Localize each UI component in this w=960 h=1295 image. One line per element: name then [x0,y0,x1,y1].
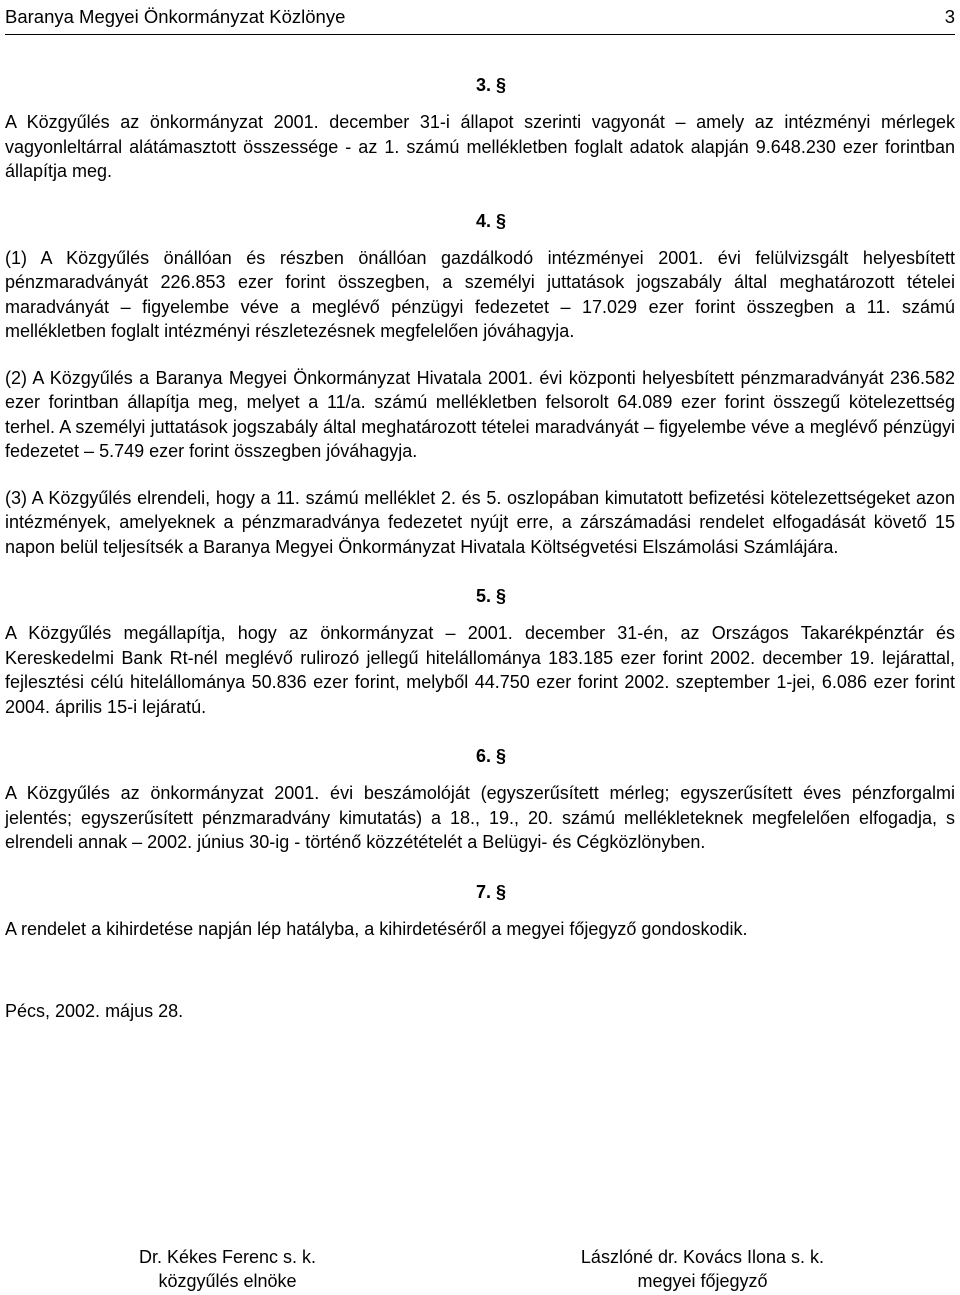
section-6-paragraph: A Közgyűlés az önkormányzat 2001. évi beszámolóját (egyszerűsített mérleg; egyszerűsített éves pénzforgalmi jelentés; egyszerűsített pénzmaradvány kimutatás) a 18., 19., 20. számú mellékleteknek megfelelően elfogadja, s elrendeli annak – 2002. június 30-ig - történő közzétételét a Belügyi- és Cégközlönyben. [5,783,955,852]
section-4-paragraph-1: (1) A Közgyűlés önállóan és részben önállóan gazdálkodó intézményei 2001. évi felülvizsgált helyesbített pénzmaradványát 226.853 ezer forint összegben, a személyi juttatások jogszabály által meghatározott tételei maradványát – figyelembe véve a meglévő pénzügyi fedezetet – 17.029 ezer forint összegben a 11. számú mellékletben foglalt intézményi részletezésnek megfelelően jóváhagyja. [5,247,955,341]
section-symbol: § [496,586,507,606]
section-heading-7 [5,877,955,907]
section-5-paragraph: A Közgyűlés megállapítja, hogy az önkormányzat – 2001. december 31-én, az Országos Takarékpénztár és Kereskedelmi Bank Rt-nél meglévő rulirozó jellegű hitelállománya 183.185 ezer forint 2002. december 19. lejárattal, fejlesztési célú hitelállománya 50.836 ezer forint, melyből 44.750 ezer forint 2002. szeptember 1-jei, 6.086 ezer forint 2004. április 15-i lejáratú. [5,623,955,717]
signatory-name: Lászlóné dr. Kovács Ilona s. k. [580,1247,825,1267]
document-body [5,70,955,1024]
publication-title: Baranya Megyei Önkormányzat Közlönye [5,6,346,27]
section-3-paragraph: A Közgyűlés az önkormányzat 2001. december 31-i állapot szerinti vagyonát – amely az intézményi mérlegek vagyonleltárral alátámasztott összessége - az 1. számú mellékletben foglalt adatok alapján 9.648.230 ezer forintban állapítja meg. [5,112,955,181]
signatory-role: megyei főjegyző [637,1271,768,1291]
section-4-paragraph-3: (3) A Közgyűlés elrendeli, hogy a 11. számú melléklet 2. és 5. oszlopában kimutatott befizetési kötelezettségeket azon intézmények, amelyeknek a pénzmaradványa fedezetet nyújt erre, a zárszámadási rendelet elfogadását követő 15 napon belül teljesítsék a Baranya Megyei Önkormányzat Hivatala Költségvetési Elszámolási Számlájára. [5,487,955,557]
section-number: 7. [475,881,491,902]
signature-chief-notary [550,1245,855,1293]
page-number: 3 [944,6,955,27]
section-heading-3 [5,70,955,100]
section-heading-6 [5,741,955,771]
section-4-paragraph-2: (2) A Közgyűlés a Baranya Megyei Önkormányzat Hivatala 2001. évi központi helyesbített pénzmaradványát 236.582 ezer forintban állapítja meg, melyet a 11/a. számú mellékletben felsorolt 64.089 ezer forint összegű kötelezettség terhel. A személyi juttatások jogszabály által meghatározott tételei maradványát – figyelembe véve a meglévő pénzügyi fedezetet – 5.749 ezer forint összegben jóváhagyja. [5,367,955,461]
section-symbol: § [496,881,507,902]
section-number: 3. [475,75,491,95]
section-symbol: § [496,75,507,95]
signatory-name: Dr. Kékes Ferenc s. k. [138,1247,317,1267]
signature-block [5,1245,955,1293]
place-and-date: Pécs, 2002. május 28. [5,1001,184,1021]
section-number: 4. [475,210,491,231]
section-symbol: § [496,210,507,231]
page-header [5,2,955,32]
header-divider [5,34,955,35]
section-number: 6. [475,746,491,766]
section-symbol: § [496,746,507,766]
section-number: 5. [475,586,491,606]
section-heading-5 [5,581,955,611]
signature-chairman [105,1245,350,1293]
section-heading-4 [5,206,955,236]
signatory-role: közgyűlés elnöke [158,1271,297,1291]
section-7-paragraph: A rendelet a kihirdetése napján lép hatályba, a kihirdetéséről a megyei főjegyző gondoskodik. [5,918,748,939]
